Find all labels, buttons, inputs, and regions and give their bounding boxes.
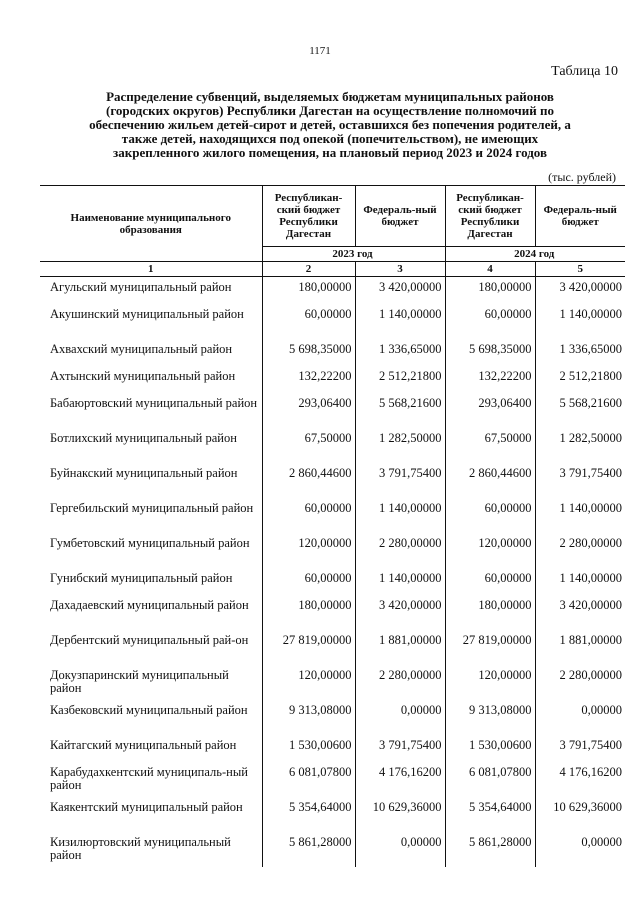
units-label: (тыс. рублей)	[548, 170, 616, 184]
col-number-4: 4	[445, 262, 535, 277]
municipality-name: Агульский муниципальный район	[40, 277, 262, 304]
table-row	[40, 393, 625, 428]
header-republic-2024: Республикан-ский бюджет Республики Дагестан	[445, 186, 535, 247]
header-republic-2023: Республикан-ский бюджет Республики Дагестан	[262, 186, 355, 247]
federal-2024-value: 1 336,65000	[559, 341, 622, 356]
municipality-name: Дахадаевский муниципальный район	[40, 595, 262, 630]
table-label: Таблица 10	[551, 64, 618, 79]
republic-2023-value: 120,00000	[262, 665, 355, 700]
table-row	[40, 797, 625, 832]
federal-2024-value: 2 512,21800	[559, 368, 622, 383]
federal-2023-value: 4 176,16200	[355, 762, 445, 797]
municipality-name: Буйнакский муниципальный район	[40, 463, 262, 498]
subsidy-table	[40, 185, 625, 867]
federal-2023-value: 5 568,21600	[355, 393, 445, 428]
federal-2024-value: 3 791,75400	[559, 737, 622, 752]
table-row	[40, 304, 625, 339]
federal-2023-value: 3 420,00000	[355, 595, 445, 630]
republic-2024-value: 6 081,07800	[445, 762, 535, 797]
municipality-name: Кайтагский муниципальный район	[40, 735, 262, 762]
municipality-name: Ахтынский муниципальный район	[40, 366, 262, 393]
federal-2023-value: 1 140,00000	[355, 568, 445, 595]
federal-2023-value: 3 791,75400	[355, 735, 445, 762]
table-row	[40, 498, 625, 533]
page-number: 1171	[309, 45, 331, 57]
federal-2023-value: 0,00000	[355, 832, 445, 867]
republic-2023-value: 293,06400	[262, 393, 355, 428]
federal-2023-value: 2 280,00000	[355, 533, 445, 568]
republic-2023-value: 120,00000	[262, 533, 355, 568]
federal-2023-value: 2 280,00000	[355, 665, 445, 700]
republic-2023-value: 5 354,64000	[262, 797, 355, 832]
federal-2024-value: 3 420,00000	[559, 280, 622, 294]
federal-2024-value: 0,00000	[581, 834, 622, 849]
table-row	[40, 463, 625, 498]
table-row	[40, 735, 625, 762]
republic-2024-value: 9 313,08000	[445, 700, 535, 735]
table-row	[40, 533, 625, 568]
table-row	[40, 339, 625, 366]
header-name: Наименование муниципального образования	[40, 186, 262, 262]
table-row	[40, 762, 625, 797]
republic-2024-value: 180,00000	[445, 277, 535, 304]
municipality-name: Акушинский муниципальный район	[40, 304, 262, 339]
col-number-1: 1	[40, 262, 262, 277]
col-number-5: 5	[535, 262, 625, 277]
municipality-name: Гергебильский муниципальный район	[40, 498, 262, 533]
federal-2024-value: 1 881,00000	[559, 632, 622, 647]
municipality-name: Гунибский муниципальный район	[40, 568, 262, 595]
federal-2023-value: 0,00000	[355, 700, 445, 735]
republic-2023-value: 180,00000	[262, 595, 355, 630]
federal-2024-value: 0,00000	[581, 702, 622, 717]
municipality-name: Дербентский муниципальный рай-он	[40, 630, 262, 665]
table-row	[40, 568, 625, 595]
federal-2023-value: 1 881,00000	[355, 630, 445, 665]
table-row	[40, 428, 625, 463]
municipality-name: Кизилюртовский муниципальный район	[40, 832, 262, 867]
republic-2024-value: 5 698,35000	[445, 339, 535, 366]
republic-2023-value: 6 081,07800	[262, 762, 355, 797]
federal-2024-value: 2 280,00000	[559, 535, 622, 550]
republic-2024-value: 120,00000	[445, 665, 535, 700]
table-row	[40, 595, 625, 630]
republic-2023-value: 27 819,00000	[262, 630, 355, 665]
federal-2023-value: 10 629,36000	[355, 797, 445, 832]
col-number-3: 3	[355, 262, 445, 277]
table-row	[40, 366, 625, 393]
table-row	[40, 630, 625, 665]
republic-2023-value: 1 530,00600	[262, 735, 355, 762]
federal-2024-value: 2 280,00000	[559, 667, 622, 682]
municipality-name: Гумбетовский муниципальный район	[40, 533, 262, 568]
federal-2023-value: 1 140,00000	[355, 304, 445, 339]
republic-2023-value: 67,50000	[262, 428, 355, 463]
federal-2024-value: 1 282,50000	[559, 430, 622, 445]
municipality-name: Каякентский муниципальный район	[40, 797, 262, 832]
republic-2024-value: 120,00000	[445, 533, 535, 568]
municipality-name: Докузпаринский муниципальный район	[40, 665, 262, 700]
header-year-2023: 2023 год	[262, 247, 445, 262]
republic-2023-value: 60,00000	[262, 304, 355, 339]
republic-2023-value: 60,00000	[262, 498, 355, 533]
republic-2023-value: 60,00000	[262, 568, 355, 595]
header-year-2024: 2024 год	[445, 247, 625, 262]
federal-2023-value: 3 791,75400	[355, 463, 445, 498]
municipality-name: Казбековский муниципальный район	[40, 700, 262, 735]
republic-2024-value: 293,06400	[445, 393, 535, 428]
document-title: Распределение субвенций, выделяемых бюджетам муниципальных районов (городских округов) Республики Дагестан на осуществление полномочий по обеспечению жильем детей-сирот и детей, оставшихся без попечения родителей, а также детей, находящихся под опекой (попечительством), не имеющих закрепленного жилого помещения, на плановый период 2023 и 2024 годов	[89, 89, 571, 160]
municipality-name: Ахвахский муниципальный район	[40, 339, 262, 366]
republic-2024-value: 1 530,00600	[445, 735, 535, 762]
republic-2024-value: 132,22200	[445, 366, 535, 393]
municipality-name: Бабаюртовский муниципальный район	[40, 393, 262, 428]
republic-2024-value: 5 861,28000	[445, 832, 535, 867]
federal-2024-value: 4 176,16200	[559, 764, 622, 779]
federal-2023-value: 1 336,65000	[355, 339, 445, 366]
republic-2023-value: 2 860,44600	[262, 463, 355, 498]
federal-2024-value: 5 568,21600	[559, 395, 622, 410]
federal-2024-value: 3 420,00000	[559, 597, 622, 612]
municipality-name: Ботлихский муниципальный район	[40, 428, 262, 463]
republic-2024-value: 5 354,64000	[445, 797, 535, 832]
republic-2024-value: 67,50000	[445, 428, 535, 463]
table-row	[40, 832, 625, 867]
republic-2024-value: 60,00000	[445, 498, 535, 533]
republic-2024-value: 60,00000	[445, 304, 535, 339]
federal-2024-value: 1 140,00000	[559, 570, 622, 585]
republic-2023-value: 9 313,08000	[262, 700, 355, 735]
federal-2024-value: 1 140,00000	[559, 306, 622, 321]
republic-2023-value: 5 861,28000	[262, 832, 355, 867]
col-number-2: 2	[262, 262, 355, 277]
republic-2023-value: 5 698,35000	[262, 339, 355, 366]
republic-2024-value: 27 819,00000	[445, 630, 535, 665]
municipality-name: Карабудахкентский муниципаль-ный район	[40, 762, 262, 797]
republic-2024-value: 2 860,44600	[445, 463, 535, 498]
republic-2024-value: 60,00000	[445, 568, 535, 595]
federal-2024-value: 10 629,36000	[553, 799, 622, 814]
federal-2023-value: 3 420,00000	[355, 277, 445, 304]
federal-2024-value: 1 140,00000	[559, 500, 622, 515]
table-row	[40, 665, 625, 700]
table-row	[40, 277, 625, 304]
federal-2023-value: 1 140,00000	[355, 498, 445, 533]
federal-2023-value: 1 282,50000	[355, 428, 445, 463]
header-federal-2024: Федераль-ный бюджет	[535, 186, 625, 247]
header-federal-2023: Федераль-ный бюджет	[355, 186, 445, 247]
table-row	[40, 700, 625, 735]
republic-2023-value: 180,00000	[262, 277, 355, 304]
federal-2024-value: 3 791,75400	[559, 465, 622, 480]
republic-2023-value: 132,22200	[262, 366, 355, 393]
federal-2023-value: 2 512,21800	[355, 366, 445, 393]
republic-2024-value: 180,00000	[445, 595, 535, 630]
